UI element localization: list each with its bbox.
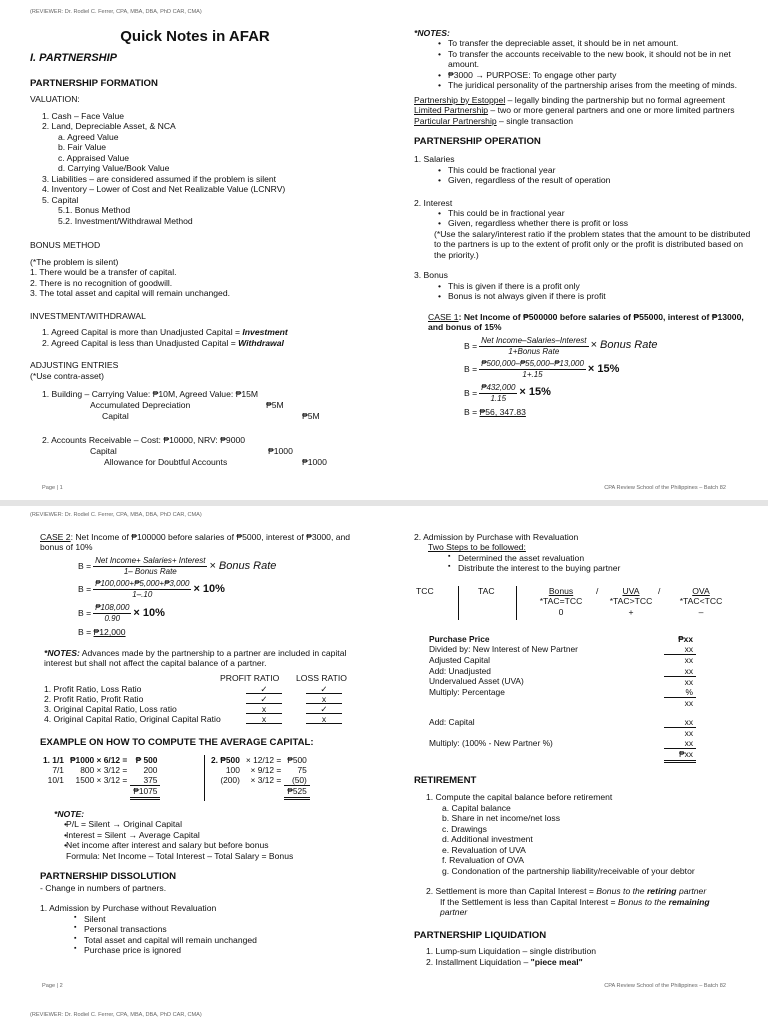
document-title: Quick Notes in AFAR	[120, 28, 270, 45]
notes-text: Advances made by the partnership to a partner are included in capital interest but shall not affect the capital balance of a partner.	[44, 647, 347, 669]
formula-line	[464, 359, 754, 380]
list-item: • This is given if there is a profit only	[414, 281, 754, 291]
average-capital-example	[40, 755, 375, 803]
average-capital-table-2	[208, 755, 310, 800]
table-cell: 800 × 3/12 =	[80, 764, 128, 775]
page-2	[0, 506, 768, 998]
table-cell: xx	[664, 709, 696, 728]
right-column	[414, 532, 754, 967]
formula-denominator: 0.90	[104, 613, 121, 623]
dissolution-note: - Change in numbers of partners.	[40, 882, 167, 893]
page-header: (REVIEWER: Dr. Rodiel C. Ferrer, CPA, MBA, DBA, PhD CAR, CMA)	[30, 9, 202, 15]
formula-denominator: 1+.15	[522, 370, 543, 380]
list-item: ▪ Distribute the interest to the buying partner	[414, 563, 754, 573]
table-cell: ₱xx	[664, 749, 696, 761]
uva-case-condition: *TAC>TCC	[609, 596, 653, 607]
list-item: b. Share in net income/net loss	[442, 813, 560, 824]
table-cell: xx	[684, 676, 693, 687]
table-cell	[243, 786, 284, 798]
table-cell: Divided by: New Interest of New Partner	[429, 644, 578, 655]
entry-label: 2. Accounts Receivable – Cost: ₱10000, NRV: ₱9000	[42, 435, 246, 446]
table-row	[426, 634, 696, 644]
formula-numerator: Net Income–Salaries–Interest	[481, 335, 587, 345]
table-cell: ₱ 500	[135, 754, 158, 765]
entry-values: Carrying Value: ₱10M, Agreed Value: ₱15M	[91, 389, 259, 400]
list-item: • ₱3000 → PURPOSE: To engage other party	[414, 70, 754, 80]
bonus-case-sign: 0	[558, 606, 564, 617]
divider	[458, 586, 459, 620]
limited-definition: – two or more general partners and one or more limited partners	[488, 105, 735, 116]
formula-line	[78, 579, 375, 600]
list-item: • Net income after interest and salary but before bonus	[40, 840, 375, 850]
formula-denominator: 1.15	[490, 393, 507, 403]
formula-tail: × 15%	[587, 362, 620, 375]
table-cell: × 9/12 =	[250, 764, 282, 775]
withdrawal-term: Withdrawal	[238, 337, 284, 348]
adjusting-heading: ADJUSTING ENTRIES	[30, 360, 119, 371]
section-heading: I. PARTNERSHIP	[30, 52, 117, 65]
table-row	[426, 698, 696, 709]
table-cell: Multiply: (100% - New Partner %)	[429, 738, 553, 749]
table-cell: 200	[143, 764, 158, 775]
list-item: 1. Agreed Capital is more than Unadjusted Capital =	[42, 327, 243, 338]
notes-heading: *NOTES:	[44, 647, 80, 658]
debit-amount: ₱1000	[268, 446, 293, 457]
formula-numerator: Net Income+ Salaries+ Interest	[95, 555, 206, 565]
ratio-rows	[44, 684, 374, 724]
list-item: ▪ Total asset and capital will remain unchanged	[40, 935, 375, 945]
list-item: f. Revaluation of OVA	[442, 855, 525, 866]
purchase-price-table	[426, 634, 696, 763]
limited-term: Limited Partnership	[414, 105, 489, 116]
list-item: (*The problem is silent)	[30, 256, 119, 267]
case-1-formulas	[414, 336, 754, 418]
formula-numerator: ₱100,000+₱5,000+₱3,000	[95, 579, 190, 589]
list-item: • P/L = Silent → Original Capital	[40, 819, 375, 829]
page-footer: CPA Review School of the Philippines – Batch 82	[604, 485, 726, 492]
bonus-method-list	[30, 257, 370, 299]
notes-heading: *NOTES:	[414, 28, 450, 38]
table-cell: 100	[225, 764, 240, 775]
retirement-term: remaining	[668, 896, 710, 907]
investment-term: Investment	[242, 327, 288, 338]
right-column	[414, 28, 754, 418]
table-cell: %	[664, 687, 696, 698]
formula-tail: × 10%	[133, 606, 165, 619]
liquidation-heading: PARTNERSHIP LIQUIDATION	[414, 929, 547, 941]
ratio-mark: x	[306, 714, 342, 724]
retirement-term: retiring	[646, 886, 677, 897]
bonus-label: 3. Bonus	[414, 270, 448, 281]
formula-lhs: B =	[78, 607, 92, 618]
list-item: ▪ Personal transactions	[40, 924, 375, 934]
operation-heading: PARTNERSHIP OPERATION	[414, 136, 541, 148]
case-2-label: CASE 2	[40, 532, 71, 542]
table-cell: xx	[664, 644, 696, 655]
ova-case-condition: *TAC<TCC	[679, 596, 723, 607]
table-cell: 1500 × 3/12 =	[75, 775, 128, 786]
list-item: • Bonus is not always given if there is profit	[414, 291, 754, 301]
table-cell: xx	[684, 655, 693, 666]
table-cell: Purchase Price	[429, 633, 490, 644]
left-column	[30, 28, 370, 471]
retirement-term: Bonus to the	[617, 896, 669, 907]
list-item: a. Capital balance	[442, 802, 511, 813]
table-row	[426, 655, 696, 666]
list-item: c. Drawings	[442, 823, 487, 834]
left-column	[40, 532, 375, 956]
formula-tail: × 10%	[193, 583, 225, 596]
ratio-mark: ✓	[306, 704, 342, 714]
table-cell: 10/1	[47, 775, 64, 786]
list-item: c. Appraised Value	[58, 152, 130, 163]
salaries-label: 1. Salaries	[414, 154, 455, 165]
table-cell: ₱500	[287, 754, 307, 765]
list-item: ▪ Determined the asset revaluation	[414, 553, 754, 563]
ratio-header-loss: LOSS RATIO	[296, 672, 347, 683]
list-item: 2. There is no recognition of goodwill.	[30, 277, 173, 288]
formula-denominator: 1– Bonus Rate	[123, 566, 177, 576]
interest-note: (*Use the salary/interest ratio if the problem states that the amount to be distributed to the partners is up to the extent of profit only or the profit is distributed based on the priority.)	[434, 228, 751, 260]
table-cell: xx	[664, 666, 696, 677]
list-item: • To transfer the accounts receivable to the new book, it should not be in net amount.	[414, 49, 754, 70]
table-cell	[208, 786, 243, 798]
case-1-text: : Net Income of ₱500000 before salaries of ₱55000, interest of ₱13000, and bonus of 15%	[428, 311, 744, 333]
notes-list	[414, 38, 754, 90]
list-item: 2. Land, Depreciable Asset, & NCA	[42, 121, 176, 132]
table-cell: xx	[684, 698, 693, 709]
table-cell: Undervalued Asset (UVA)	[429, 676, 524, 687]
estoppel-term: Partnership by Estoppel	[414, 94, 506, 105]
ratio-row-label: 4. Original Capital Ratio, Original Capital Ratio	[44, 713, 221, 724]
retirement-term: partner	[440, 907, 468, 918]
table-cell: 7/1	[52, 764, 64, 775]
separator: /	[658, 585, 661, 596]
list-item: 5. Capital	[42, 194, 79, 205]
formula-tail: × Bonus Rate	[209, 559, 277, 572]
table-cell	[426, 698, 664, 709]
uva-case-label: UVA	[622, 585, 640, 596]
page-number: Page | 2	[42, 983, 63, 990]
page-header: (REVIEWER: Dr. Rodiel C. Ferrer, CPA, MBA, DBA, PhD CAR, CMA)	[30, 1012, 202, 1018]
ratio-mark: ✓	[306, 684, 342, 694]
formula-tail: × 15%	[519, 386, 551, 399]
table-cell	[40, 786, 67, 798]
list-item: g. Condonation of the partnership liability/receivable of your debtor	[442, 865, 695, 876]
particular-term: Particular Partnership	[414, 115, 497, 126]
table-cell	[67, 786, 130, 798]
formula-numerator: ₱108,000	[95, 602, 130, 612]
table-cell: 75	[297, 764, 307, 775]
formula-tail: × Bonus Rate	[590, 339, 658, 352]
list-item: ▪ Silent	[40, 914, 375, 924]
retirement-step-1: 1. Compute the capital balance before retirement	[426, 792, 613, 803]
list-item: 2. Installment Liquidation –	[426, 956, 531, 967]
ova-case-sign: –	[698, 606, 704, 617]
list-item: • Interest = Silent → Average Capital	[40, 830, 375, 840]
admission-1-label: 1. Admission by Purchase without Revaluation	[40, 903, 217, 914]
list-item: 1. Lump-sum Liquidation – single distribution	[426, 946, 597, 957]
table-row	[426, 749, 696, 761]
debit-account: Capital	[90, 446, 117, 457]
table-cell: ₱1000 × 6/12 =	[69, 754, 128, 765]
list-item: a. Agreed Value	[58, 131, 119, 142]
divider	[516, 586, 517, 620]
estoppel-definition: – legally binding the partnership but no formal agreement	[505, 94, 726, 105]
credit-amount: ₱5M	[302, 411, 320, 422]
list-item: 5.2. Investment/Withdrawal Method	[58, 215, 193, 226]
table-cell: 2. ₱500	[211, 754, 240, 765]
average-capital-heading: EXAMPLE ON HOW TO COMPUTE THE AVERAGE CAPITAL:	[40, 736, 314, 748]
journal-entry-1	[30, 389, 370, 429]
separator: /	[596, 585, 599, 596]
list-item: 2. Agreed Capital is less than Unadjusted Capital =	[42, 337, 239, 348]
case-1-label: CASE 1	[428, 311, 459, 322]
table-cell: 375	[130, 775, 160, 786]
bonus-case	[532, 586, 590, 617]
average-capital-table-1	[40, 755, 160, 800]
debit-amount: ₱5M	[266, 400, 284, 411]
ratio-row-label: 1. Profit Ratio, Loss Ratio	[44, 683, 142, 694]
table-cell	[426, 749, 664, 761]
particular-definition: – single transaction	[496, 115, 574, 126]
formula-numerator: ₱500,000–₱55,000–₱13,000	[481, 359, 584, 369]
list-item: • This could be fractional year	[414, 165, 754, 175]
formula-line	[464, 336, 754, 357]
table-cell: × 3/12 =	[250, 775, 282, 786]
list-item: • To transfer the depreciable asset, it should be in net amount.	[414, 38, 754, 48]
uva-case	[602, 586, 660, 617]
case-2-text: : Net Income of ₱100000 before salaries of ₱5000, interest of ₱3000, and bonus of 10%	[40, 532, 351, 553]
formula-line	[78, 556, 375, 577]
credit-account: Allowance for Doubtful Accounts	[104, 457, 228, 468]
formula-lhs: B =	[464, 340, 478, 351]
table-row	[426, 727, 696, 738]
admission-2-label: 2. Admission by Purchase with Revaluation	[414, 532, 579, 542]
table-cell	[426, 727, 664, 738]
formula-denominator: 1+Bonus Rate	[508, 346, 560, 356]
ratio-mark: ✓	[246, 694, 282, 704]
list-item: • The juridical personality of the partnership arises from the meeting of minds.	[414, 80, 754, 90]
formula-denominator: 1–.10	[132, 590, 153, 600]
page-1	[0, 0, 768, 500]
table-row	[426, 676, 696, 687]
retirement-term: partner	[676, 886, 707, 897]
retirement-term: Bonus to the	[596, 886, 647, 897]
list-item: 3. The total asset and capital will remain unchanged.	[30, 288, 231, 299]
table-row	[426, 687, 696, 698]
ratio-mark: ✓	[246, 684, 282, 694]
table-row	[426, 738, 696, 749]
ratio-mark: x	[246, 704, 282, 714]
table-cell: (50)	[284, 775, 310, 786]
case-2-formulas	[40, 556, 375, 638]
list-item: e. Revaluation of UVA	[442, 844, 526, 855]
page-number: Page | 1	[42, 485, 63, 492]
table-cell: Add: Unadjusted	[429, 665, 491, 676]
two-steps-label: Two Steps to be followed:	[428, 542, 526, 553]
ratio-mark: x	[246, 714, 282, 724]
list-item: 3. Liabilities – are considered assumed if the problem is silent	[42, 173, 277, 184]
average-capital-result: ₱1075	[130, 786, 160, 798]
list-item: • Given, regardless of the result of operation	[414, 175, 754, 185]
ova-case	[670, 586, 732, 617]
formula-line	[464, 383, 754, 404]
page-footer: CPA Review School of the Philippines – Batch 82	[604, 983, 726, 990]
page-3-header-strip	[0, 1008, 768, 1024]
retirement-heading: RETIREMENT	[414, 774, 477, 786]
formula-lhs: B =	[78, 627, 94, 638]
divider	[204, 755, 205, 801]
bonus-result: ₱56, 347.83	[479, 407, 526, 418]
investment-list	[30, 327, 370, 348]
table-row	[426, 666, 696, 677]
dissolution-heading: PARTNERSHIP DISSOLUTION	[40, 871, 177, 883]
formula-lhs: B =	[464, 364, 478, 375]
bonus-case-condition: *TAC=TCC	[539, 596, 583, 607]
list-item: 4. Inventory – Lower of Cost and Net Realizable Value (LCNRV)	[42, 184, 286, 195]
bonus-method-heading: BONUS METHOD	[30, 240, 101, 251]
list-item: b. Fair Value	[58, 142, 107, 153]
table-cell: × 12/12 =	[245, 754, 282, 765]
adjusting-note: (*Use contra-asset)	[30, 370, 105, 381]
table-row	[426, 644, 696, 655]
credit-account: Capital	[102, 411, 129, 422]
list-item: 1. Cash – Face Value	[42, 110, 125, 121]
formula-numerator: ₱432,000	[481, 382, 516, 392]
table-cell: Multiply: Percentage	[429, 687, 505, 698]
formula-lhs: B =	[78, 560, 92, 571]
tcc-label: TCC	[416, 585, 434, 596]
credit-amount: ₱1000	[302, 457, 327, 468]
formula-line	[78, 603, 375, 624]
ratio-header-profit: PROFIT RATIO	[220, 672, 280, 683]
table-cell: xx	[684, 727, 693, 738]
tcc-tac-comparison	[414, 586, 754, 624]
ratio-mark: x	[306, 694, 342, 704]
average-capital-result: ₱525	[284, 786, 310, 798]
list-item: • This could be in fractional year	[414, 208, 754, 218]
list-item: ▪ Purchase price is ignored	[40, 945, 375, 955]
ratio-row-label: 2. Profit Ratio, Profit Ratio	[44, 693, 144, 704]
note-heading: *NOTE:	[54, 808, 85, 819]
piece-meal-term: "piece meal"	[530, 956, 583, 967]
tac-label: TAC	[478, 585, 495, 596]
table-cell: Add: Capital	[429, 716, 475, 727]
bonus-formula: Formula: Net Income – Total Interest – Total Salary = Bonus	[66, 850, 294, 861]
table-cell: 1. 1/1	[43, 754, 64, 765]
table-cell: xx	[664, 738, 696, 749]
page-header: (REVIEWER: Dr. Rodiel C. Ferrer, CPA, MBA, DBA, PhD CAR, CMA)	[30, 512, 202, 518]
formula-lhs: B =	[78, 584, 92, 595]
formula-lhs: B =	[464, 407, 480, 418]
list-item: 5.1. Bonus Method	[58, 205, 131, 216]
bonus-case-label: Bonus	[548, 585, 574, 596]
table-cell: Adjusted Capital	[429, 654, 490, 665]
uva-case-sign: +	[628, 606, 634, 617]
list-item: 1. There would be a transfer of capital.	[30, 267, 177, 278]
formation-heading: PARTNERSHIP FORMATION	[30, 77, 158, 89]
table-cell: (200)	[220, 775, 240, 786]
bonus-result: ₱12,000	[93, 627, 126, 638]
list-item: • Given, regardless whether there is profit or loss	[414, 218, 754, 228]
table-row	[426, 709, 696, 728]
table-cell: ₱xx	[678, 633, 693, 644]
formula-lhs: B =	[464, 387, 478, 398]
retirement-step-2-alt: If the Settlement is less than Capital Interest =	[440, 896, 618, 907]
valuation-label: VALUATION:	[30, 94, 80, 105]
list-item: d. Carrying Value/Book Value	[58, 163, 170, 174]
list-item: d. Additional investment	[442, 834, 533, 845]
debit-account: Accumulated Depreciation	[90, 400, 191, 411]
interest-label: 2. Interest	[414, 197, 453, 208]
investment-heading: INVESTMENT/WITHDRAWAL	[30, 310, 146, 321]
retirement-step-2: 2. Settlement is more than Capital Interest =	[426, 886, 597, 897]
ratio-row-label: 3. Original Capital Ratio, Loss ratio	[44, 703, 177, 714]
ratio-table	[40, 673, 375, 729]
ova-case-label: OVA	[692, 585, 710, 596]
entry-label: 1. Building –	[42, 389, 92, 400]
valuation-list	[30, 111, 370, 226]
journal-entry-2	[30, 435, 370, 471]
